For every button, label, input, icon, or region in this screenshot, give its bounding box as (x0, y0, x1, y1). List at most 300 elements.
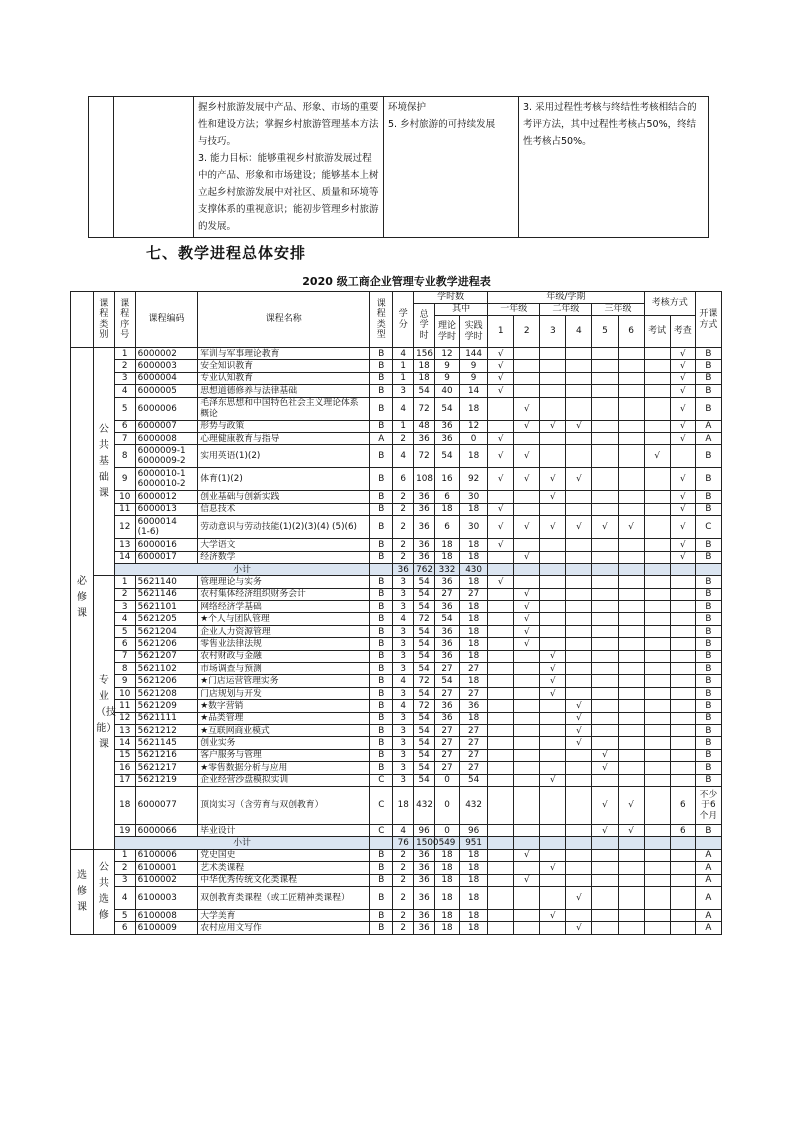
semester-2-cell: √ (514, 874, 540, 886)
course-check: √ (670, 503, 695, 515)
course-row (71, 909, 722, 921)
semester-2-cell: √ (514, 445, 540, 468)
semester-1-cell: √ (488, 539, 514, 551)
blank-cell (514, 563, 540, 575)
course-mode: B (695, 700, 721, 712)
course-check (670, 862, 695, 874)
course-type: B (370, 445, 393, 468)
course-credit: 2 (393, 874, 414, 886)
course-credit: 6 (393, 468, 414, 491)
course-check (670, 663, 695, 675)
semester-5-cell (592, 724, 618, 736)
course-credit: 3 (393, 749, 414, 761)
course-row (71, 862, 722, 874)
course-type: B (370, 360, 393, 372)
course-type: B (370, 886, 393, 909)
course-mode: 不少于6个月 (695, 786, 721, 824)
semester-1-cell (488, 849, 514, 861)
course-code: 5621206 (135, 675, 198, 687)
course-theory-hours: 18 (435, 886, 460, 909)
course-seq: 6 (114, 420, 135, 432)
course-row (71, 724, 722, 736)
course-name: 农村财政与金融 (198, 650, 370, 662)
course-row (71, 348, 722, 360)
course-theory-hours: 9 (435, 360, 460, 372)
semester-1-cell: √ (488, 445, 514, 468)
semester-5-cell (592, 601, 618, 613)
course-exam (644, 874, 670, 886)
course-type: B (370, 700, 393, 712)
course-credit: 2 (393, 922, 414, 934)
course-name: 专业认知教育 (198, 372, 370, 384)
semester-5-cell (592, 849, 618, 861)
course-credit: 2 (393, 862, 414, 874)
semester-3-cell (540, 886, 566, 909)
semester-1-cell (488, 420, 514, 432)
course-theory-hours: 27 (435, 687, 460, 699)
header-hours: 学时数 (414, 292, 488, 304)
course-practice-hours: 18 (460, 886, 488, 909)
course-name: 企业人力资源管理 (198, 625, 370, 637)
course-credit: 3 (393, 663, 414, 675)
semester-5-cell (592, 663, 618, 675)
semester-1-cell: √ (488, 432, 514, 444)
semester-4-cell: √ (566, 737, 592, 749)
semester-4-cell (566, 613, 592, 625)
course-name: 思想道德修养与法律基础 (198, 385, 370, 397)
course-total-hours: 108 (414, 468, 435, 491)
course-check (670, 886, 695, 909)
course-theory-hours: 0 (435, 824, 460, 836)
course-mode: B (695, 397, 721, 420)
course-credit: 2 (393, 909, 414, 921)
course-exam (644, 862, 670, 874)
semester-2-cell (514, 360, 540, 372)
course-check (670, 762, 695, 774)
semester-3-cell (540, 503, 566, 515)
course-theory-hours: 16 (435, 468, 460, 491)
course-credit: 18 (393, 786, 414, 824)
course-code: 5621208 (135, 687, 198, 699)
course-seq: 15 (114, 749, 135, 761)
course-code: 6100006 (135, 849, 198, 861)
course-mode: B (695, 588, 721, 600)
course-code: 5621206 (135, 638, 198, 650)
semester-6-cell (618, 712, 644, 724)
semester-2-cell: √ (514, 420, 540, 432)
semester-2-cell (514, 503, 540, 515)
course-total-hours: 36 (414, 922, 435, 934)
course-mode: A (695, 922, 721, 934)
course-type: B (370, 762, 393, 774)
course-name: 零售业法律法规 (198, 638, 370, 650)
semester-4-cell (566, 576, 592, 588)
blank-cell (370, 837, 393, 849)
semester-2-cell (514, 663, 540, 675)
semester-3-cell (540, 539, 566, 551)
course-type: B (370, 675, 393, 687)
semester-2-cell (514, 491, 540, 503)
course-practice-hours: 18 (460, 874, 488, 886)
semester-2-cell (514, 774, 540, 786)
course-practice-hours: 18 (460, 650, 488, 662)
semester-1-cell (488, 663, 514, 675)
header-exam: 考试 (644, 316, 670, 348)
course-credit: 2 (393, 491, 414, 503)
semester-4-cell (566, 762, 592, 774)
semester-3-cell (540, 613, 566, 625)
semester-1-cell (488, 862, 514, 874)
semester-6-cell (618, 625, 644, 637)
course-exam (644, 588, 670, 600)
header-s1: 1 (488, 316, 514, 348)
course-type: C (370, 786, 393, 824)
semester-6-cell (618, 588, 644, 600)
semester-6-cell (618, 909, 644, 921)
course-practice-hours: 36 (460, 700, 488, 712)
course-mode: A (695, 862, 721, 874)
course-code: 5621205 (135, 613, 198, 625)
semester-3-cell (540, 638, 566, 650)
semester-5-cell (592, 588, 618, 600)
course-practice-hours: 92 (460, 468, 488, 491)
semester-1-cell (488, 613, 514, 625)
subtotal-credit: 76 (393, 837, 414, 849)
semester-4-cell (566, 491, 592, 503)
course-practice-hours: 18 (460, 445, 488, 468)
course-theory-hours: 36 (435, 432, 460, 444)
course-type: B (370, 468, 393, 491)
course-practice-hours: 18 (460, 625, 488, 637)
semester-2-cell: √ (514, 601, 540, 613)
course-theory-hours: 18 (435, 874, 460, 886)
course-mode: B (695, 551, 721, 563)
semester-6-cell (618, 551, 644, 563)
course-exam (644, 625, 670, 637)
semester-4-cell (566, 348, 592, 360)
course-exam (644, 909, 670, 921)
course-practice-hours: 18 (460, 613, 488, 625)
semester-2-cell (514, 724, 540, 736)
semester-1-cell (488, 749, 514, 761)
blank-cell (592, 563, 618, 575)
course-name: 农村集体经济组织财务会计 (198, 588, 370, 600)
course-check (670, 588, 695, 600)
course-seq: 6 (114, 638, 135, 650)
course-code: 6100008 (135, 909, 198, 921)
semester-6-cell (618, 397, 644, 420)
category-required: 必修课 (71, 348, 94, 850)
course-check: √ (670, 385, 695, 397)
semester-6-cell (618, 468, 644, 491)
course-exam (644, 712, 670, 724)
semester-3-cell (540, 824, 566, 836)
semester-6-cell (618, 491, 644, 503)
course-credit: 4 (393, 675, 414, 687)
semester-3-cell (540, 849, 566, 861)
course-row (71, 749, 722, 761)
blank-cell (540, 563, 566, 575)
course-type: B (370, 874, 393, 886)
course-seq: 11 (114, 503, 135, 515)
semester-3-cell (540, 762, 566, 774)
course-seq: 2 (114, 588, 135, 600)
course-type: B (370, 601, 393, 613)
semester-1-cell (488, 712, 514, 724)
header-practice: 实践学时 (460, 316, 488, 348)
semester-5-cell (592, 922, 618, 934)
course-row (71, 588, 722, 600)
course-code: 6000003 (135, 360, 198, 372)
course-total-hours: 36 (414, 909, 435, 921)
course-type: B (370, 588, 393, 600)
course-theory-hours: 9 (435, 372, 460, 384)
course-check: √ (670, 468, 695, 491)
course-check: √ (670, 420, 695, 432)
course-total-hours: 96 (414, 824, 435, 836)
course-mode: A (695, 849, 721, 861)
course-row (71, 625, 722, 637)
course-code: 6000066 (135, 824, 198, 836)
semester-4-cell (566, 385, 592, 397)
blank-cell (695, 563, 721, 575)
course-total-hours: 36 (414, 539, 435, 551)
course-exam (644, 420, 670, 432)
course-theory-hours: 54 (435, 613, 460, 625)
course-total-hours: 54 (414, 774, 435, 786)
course-mode: B (695, 601, 721, 613)
course-exam (644, 774, 670, 786)
course-mode: B (695, 468, 721, 491)
course-code: 6000010-1 6000010-2 (135, 468, 198, 491)
course-practice-hours: 18 (460, 601, 488, 613)
course-seq: 1 (114, 849, 135, 861)
semester-3-cell: √ (540, 687, 566, 699)
course-practice-hours: 14 (460, 385, 488, 397)
semester-3-cell: √ (540, 862, 566, 874)
course-name: 军训与军事理论教育 (198, 348, 370, 360)
semester-4-cell: √ (566, 700, 592, 712)
course-practice-hours: 18 (460, 712, 488, 724)
course-check (670, 700, 695, 712)
course-check (670, 724, 695, 736)
course-code: 5621219 (135, 774, 198, 786)
course-check (670, 625, 695, 637)
semester-6-cell: √ (618, 824, 644, 836)
header-s4: 4 (566, 316, 592, 348)
header-s2: 2 (514, 316, 540, 348)
semester-4-cell (566, 372, 592, 384)
course-practice-hours: 18 (460, 576, 488, 588)
header-credit: 学分 (393, 292, 414, 348)
semester-5-cell (592, 862, 618, 874)
subtotal-label: 小计 (114, 837, 370, 849)
course-seq: 3 (114, 874, 135, 886)
course-seq: 5 (114, 625, 135, 637)
header-grade: 年级/学期 (488, 292, 644, 304)
course-practice-hours: 18 (460, 849, 488, 861)
semester-2-cell (514, 909, 540, 921)
course-seq: 13 (114, 724, 135, 736)
course-practice-hours: 18 (460, 397, 488, 420)
course-name: 顶岗实习（含劳育与双创教育） (198, 786, 370, 824)
course-check: √ (670, 348, 695, 360)
semester-1-cell: √ (488, 468, 514, 491)
course-total-hours: 54 (414, 712, 435, 724)
semester-3-cell (540, 372, 566, 384)
course-code: 5621207 (135, 650, 198, 662)
course-exam (644, 786, 670, 824)
semester-1-cell (488, 874, 514, 886)
semester-5-cell (592, 576, 618, 588)
course-exam (644, 551, 670, 563)
course-credit: 4 (393, 700, 414, 712)
semester-3-cell: √ (540, 516, 566, 539)
course-seq: 3 (114, 372, 135, 384)
course-seq: 16 (114, 762, 135, 774)
semester-3-cell (540, 551, 566, 563)
course-total-hours: 72 (414, 675, 435, 687)
course-credit: 3 (393, 625, 414, 637)
blank-cell (514, 837, 540, 849)
course-type: C (370, 824, 393, 836)
semester-1-cell (488, 601, 514, 613)
course-credit: 3 (393, 576, 414, 588)
course-exam (644, 576, 670, 588)
semester-4-cell (566, 445, 592, 468)
semester-2-cell (514, 886, 540, 909)
course-exam (644, 397, 670, 420)
semester-4-cell (566, 663, 592, 675)
semester-6-cell (618, 613, 644, 625)
semester-4-cell (566, 824, 592, 836)
semester-6-cell (618, 922, 644, 934)
course-credit: 2 (393, 539, 414, 551)
subtotal-total: 762 (414, 563, 435, 575)
course-code: 6000017 (135, 551, 198, 563)
course-exam (644, 503, 670, 515)
header-name: 课程名称 (198, 292, 370, 348)
semester-2-cell (514, 786, 540, 824)
course-total-hours: 48 (414, 420, 435, 432)
course-theory-hours: 18 (435, 539, 460, 551)
course-row (71, 650, 722, 662)
semester-6-cell (618, 576, 644, 588)
semester-1-cell (488, 551, 514, 563)
semester-6-cell (618, 675, 644, 687)
semester-1-cell (488, 675, 514, 687)
semester-2-cell: √ (514, 849, 540, 861)
semester-3-cell (540, 576, 566, 588)
course-type: B (370, 909, 393, 921)
semester-5-cell (592, 432, 618, 444)
semester-5-cell: √ (592, 762, 618, 774)
semester-6-cell (618, 650, 644, 662)
course-check (670, 922, 695, 934)
category-public-basic: 公共基础课 (93, 348, 114, 576)
course-name: 党史国史 (198, 849, 370, 861)
semester-3-cell (540, 360, 566, 372)
course-seq: 11 (114, 700, 135, 712)
semester-1-cell (488, 625, 514, 637)
course-theory-hours: 18 (435, 551, 460, 563)
course-exam (644, 432, 670, 444)
course-total-hours: 36 (414, 862, 435, 874)
semester-1-cell (488, 638, 514, 650)
semester-6-cell (618, 724, 644, 736)
semester-3-cell (540, 385, 566, 397)
semester-3-cell: √ (540, 468, 566, 491)
course-check: √ (670, 551, 695, 563)
semester-5-cell (592, 445, 618, 468)
semester-3-cell (540, 588, 566, 600)
semester-5-cell (592, 737, 618, 749)
semester-2-cell: √ (514, 516, 540, 539)
semester-2-cell (514, 700, 540, 712)
course-practice-hours: 18 (460, 909, 488, 921)
blank-cell (114, 97, 194, 238)
course-exam (644, 468, 670, 491)
course-practice-hours: 18 (460, 539, 488, 551)
course-row (71, 503, 722, 515)
course-exam: √ (644, 445, 670, 468)
course-name: 客户服务与管理 (198, 749, 370, 761)
course-check: 6 (670, 786, 695, 824)
semester-6-cell: √ (618, 516, 644, 539)
course-code: 6000012 (135, 491, 198, 503)
course-seq: 19 (114, 824, 135, 836)
course-practice-hours: 432 (460, 786, 488, 824)
header-s3: 3 (540, 316, 566, 348)
course-code: 5621140 (135, 576, 198, 588)
category-professional: 专业（技能）课 (93, 576, 114, 849)
course-practice-hours: 12 (460, 420, 488, 432)
course-type: B (370, 348, 393, 360)
semester-4-cell (566, 638, 592, 650)
course-exam (644, 516, 670, 539)
semester-5-cell: √ (592, 749, 618, 761)
semester-5-cell: √ (592, 824, 618, 836)
blank-cell (370, 563, 393, 575)
subtotal-practice: 951 (460, 837, 488, 849)
semester-4-cell (566, 625, 592, 637)
course-credit: 4 (393, 613, 414, 625)
semester-4-cell (566, 862, 592, 874)
semester-1-cell: √ (488, 503, 514, 515)
course-credit: 3 (393, 638, 414, 650)
course-credit: 2 (393, 432, 414, 444)
subtotal-label: 小计 (114, 563, 370, 575)
course-check: √ (670, 360, 695, 372)
section-heading: 七、教学进程总体安排 (146, 244, 307, 262)
course-exam (644, 886, 670, 909)
semester-1-cell (488, 922, 514, 934)
course-code: 6100003 (135, 886, 198, 909)
course-credit: 3 (393, 588, 414, 600)
assessment-cell: 3. 采用过程性考核与终结性考核相结合的考评方法，其中过程性考核占50%，终结性考核占50%。 (519, 97, 709, 238)
semester-4-cell (566, 539, 592, 551)
course-theory-hours: 6 (435, 516, 460, 539)
semester-1-cell (488, 397, 514, 420)
course-code: 6000009-1 6000009-2 (135, 445, 198, 468)
course-credit: 2 (393, 503, 414, 515)
semester-3-cell (540, 922, 566, 934)
course-seq: 1 (114, 348, 135, 360)
course-exam (644, 762, 670, 774)
semester-6-cell (618, 348, 644, 360)
course-theory-hours: 27 (435, 762, 460, 774)
subtotal-theory: 549 (435, 837, 460, 849)
